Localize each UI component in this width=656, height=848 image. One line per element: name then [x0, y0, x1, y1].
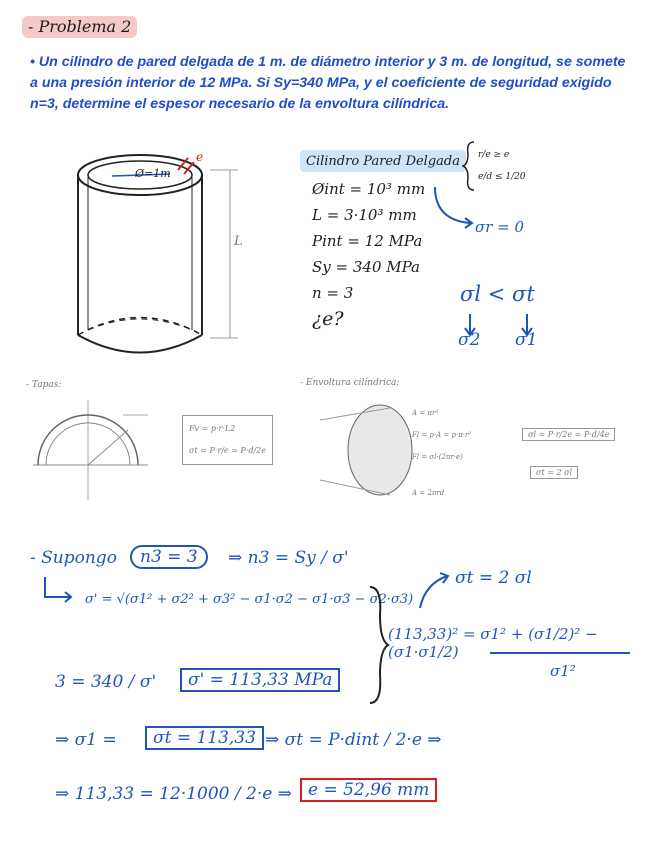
sketch-left-box — [182, 415, 273, 465]
sigma-compare: σl < σt — [460, 282, 535, 306]
squared-underline — [490, 652, 630, 654]
final-result: e = 52,96 mm — [300, 778, 437, 802]
n3-ellipse: n3 = 3 — [130, 545, 208, 569]
n3-definition: ⇒ n3 = Sy / σ' — [228, 548, 349, 568]
sigma1-label: σ1 — [515, 330, 538, 350]
given-yield: Sy = 340 MPa — [312, 258, 420, 276]
sigma-t-result: σt = 113,33 — [145, 726, 264, 750]
given-unknown: ¿e? — [312, 308, 344, 330]
sketch-right-label-1: A = πr² — [412, 409, 439, 417]
length-label: L — [234, 234, 243, 249]
sketch-right-label-4: Fl = σl·(2πr·e) — [412, 453, 463, 461]
semicircle-sketch — [28, 395, 178, 505]
sigma-r: σr = 0 — [475, 218, 525, 236]
sigma-t-relation: σt = 2 σl — [455, 568, 532, 588]
given-diameter: Øint = 10³ mm — [312, 180, 426, 198]
suppose-label: - Supongo — [30, 548, 117, 568]
problem-statement: • Un cilindro de pared delgada de 1 m. de diámetro interior y 3 m. de longitud, se somete a una presión interior de 12 MPa. Si Sy=340 MPa, y el coeficiente de seguridad exigido n=3, determine el espesor necesario de la envoltura cilíndrica. — [30, 54, 626, 112]
diameter-label: Ø=1m — [135, 167, 171, 180]
von-mises-eq: σ' = √(σ1² + σ2² + σ3² − σ1·σ2 − σ1·σ3 − σ2·σ3) — [85, 592, 414, 607]
brace-conditions — [478, 144, 526, 188]
final-equation: ⇒ 113,33 = 12·1000 / 2·e ⇒ — [55, 784, 292, 804]
three-equation: 3 = 340 / σ' — [55, 672, 157, 692]
sketch-left-box-line-1: Fv = p·r·L2 — [189, 424, 236, 433]
brace-line-2: e/d ≤ 1/20 — [478, 172, 526, 182]
sketch-right-label-2: A = 2πrd — [412, 489, 445, 497]
sigma1-line-end: ⇒ σt = P·dint / 2·e ⇒ — [265, 730, 442, 750]
sigma2-label: σ2 — [458, 330, 481, 350]
given-length: L = 3·10³ mm — [312, 206, 417, 224]
sketch-right-title: - Envoltura cilíndrica: — [300, 378, 400, 388]
sigma-prime-result: σ' = 113,33 MPa — [180, 668, 340, 692]
problem-title: - Problema 2 — [28, 17, 132, 36]
given-pressure: Pint = 12 MPa — [312, 232, 423, 250]
sketch-right-label-3: Fl = p·A = p·π·r² — [412, 431, 472, 439]
brace-line-1: r/e ≥ e — [478, 150, 510, 160]
given-heading-highlight — [300, 150, 466, 172]
given-safety-factor: n = 3 — [312, 284, 354, 302]
l-arrow — [40, 575, 80, 605]
sketch-right-box-2: σt = 2 σl — [530, 466, 578, 479]
given-heading: Cilindro Pared Delgada — [306, 154, 460, 169]
sketch-left-title: - Tapas: — [26, 380, 62, 390]
sigma1-line-start: ⇒ σ1 = — [55, 730, 117, 750]
arrow-sigma-t — [415, 570, 455, 610]
given-list — [312, 176, 425, 332]
squared-equation: (113,33)² = σ1² + (σ1/2)² − (σ1·σ1/2) — [388, 625, 598, 661]
sketch-right-labels — [412, 402, 471, 504]
problem-title-highlight — [22, 16, 137, 38]
squared-under-term: σ1² — [550, 662, 576, 680]
sketch-right-box-1: σl = P·r/2e = P·d/4e — [522, 428, 615, 441]
sketch-left-box-line-2: σt = P·r/e = P·d/2e — [189, 446, 266, 455]
big-brace — [368, 585, 390, 705]
thickness-label: e — [196, 150, 204, 164]
